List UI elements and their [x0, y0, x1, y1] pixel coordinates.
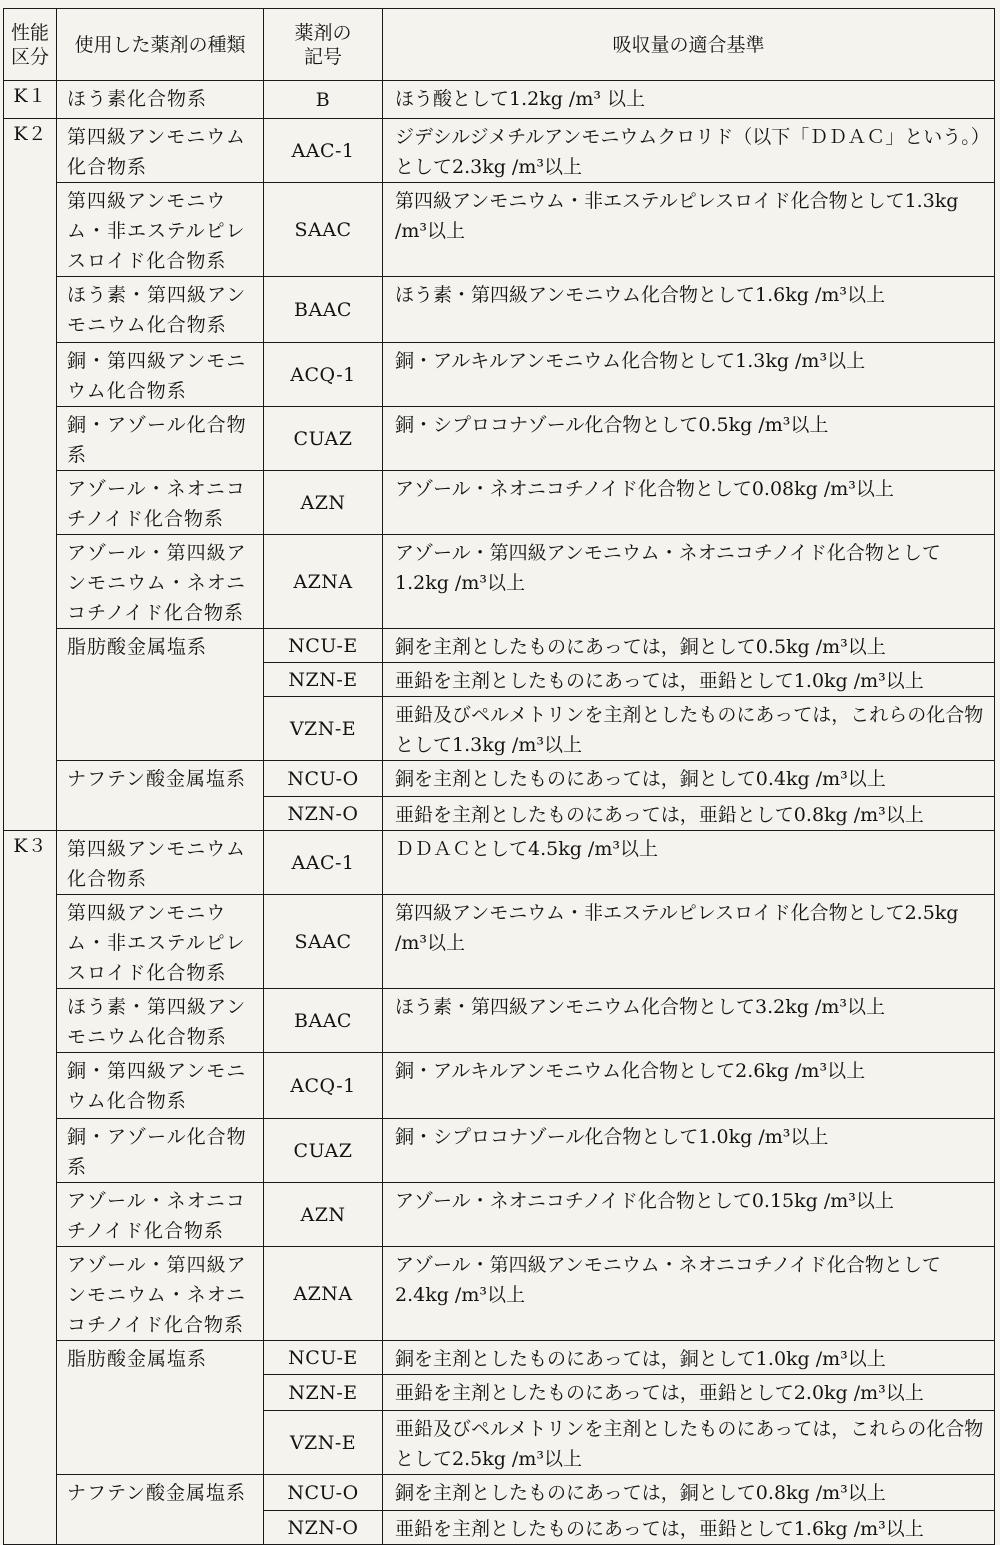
agent-cell: アゾール・第四級アンモニウム・ネオニコチノイド化合物系: [57, 535, 264, 629]
symbol-cell: VZN-E: [264, 1411, 383, 1475]
symbol-cell: NCU-E: [264, 1341, 383, 1375]
header-criterion: 吸収量の適合基準: [383, 9, 995, 81]
agent-cell: 銅・アゾール化合物系: [57, 1119, 264, 1183]
symbol-cell: BAAC: [264, 989, 383, 1053]
criterion-cell: 亜鉛及びペルメトリンを主剤としたものにあっては，これらの化合物として2.5kg /m³以上: [383, 1411, 995, 1475]
agent-cell: 銅・第四級アンモニウム化合物系: [57, 1053, 264, 1119]
table-row: [4, 407, 995, 471]
symbol-cell: NZN-O: [264, 797, 383, 831]
criterion-cell: ＤＤＡＣとして4.5kg /m³以上: [383, 831, 995, 895]
symbol-cell: CUAZ: [264, 1119, 383, 1183]
header-row: [4, 9, 995, 81]
agent-cell: アゾール・ネオニコチノイド化合物系: [57, 471, 264, 535]
criterion-cell: 銅を主剤としたものにあっては，銅として0.4kg /m³以上: [383, 761, 995, 797]
criterion-cell: 第四級アンモニウム・非エステルピレスロイド化合物として1.3kg /m³以上: [383, 183, 995, 277]
table-row: [4, 989, 995, 1053]
symbol-cell: NZN-O: [264, 1511, 383, 1545]
table-row: [4, 1247, 995, 1341]
criterion-cell: 亜鉛を主剤としたものにあっては，亜鉛として1.0kg /m³以上: [383, 663, 995, 697]
symbol-cell: AZN: [264, 1183, 383, 1247]
table-row: [4, 471, 995, 535]
symbol-cell: NCU-O: [264, 1475, 383, 1511]
symbol-cell: ACQ-1: [264, 343, 383, 407]
agent-cell: 銅・アゾール化合物系: [57, 407, 264, 471]
table-row: [4, 119, 995, 183]
symbol-cell: AZN: [264, 471, 383, 535]
absorption-criteria-table: [3, 8, 995, 1545]
agent-cell: 第四級アンモニウム化合物系: [57, 119, 264, 183]
agent-cell: アゾール・第四級アンモニウム・ネオニコチノイド化合物系: [57, 1247, 264, 1341]
criterion-cell: 銅・アルキルアンモニウム化合物として1.3kg /m³以上: [383, 343, 995, 407]
agent-cell: アゾール・ネオニコチノイド化合物系: [57, 1183, 264, 1247]
table-row: [4, 1341, 995, 1375]
table-row: [4, 1053, 995, 1119]
criterion-cell: 第四級アンモニウム・非エステルピレスロイド化合物として2.5kg /m³以上: [383, 895, 995, 989]
criterion-cell: ほう酸として1.2kg /m³ 以上: [383, 81, 995, 119]
criterion-cell: アゾール・ネオニコチノイド化合物として0.15kg /m³以上: [383, 1183, 995, 1247]
criterion-cell: 亜鉛を主剤としたものにあっては，亜鉛として0.8kg /m³以上: [383, 797, 995, 831]
criterion-cell: 銅・シプロコナゾール化合物として1.0kg /m³以上: [383, 1119, 995, 1183]
agent-cell: ナフテン酸金属塩系: [57, 761, 264, 831]
symbol-cell: BAAC: [264, 277, 383, 343]
criterion-cell: アゾール・第四級アンモニウム・ネオニコチノイド化合物として1.2kg /m³以上: [383, 535, 995, 629]
criterion-cell: アゾール・ネオニコチノイド化合物として0.08kg /m³以上: [383, 471, 995, 535]
criterion-cell: 銅・シプロコナゾール化合物として0.5kg /m³以上: [383, 407, 995, 471]
table-row: [4, 1475, 995, 1511]
agent-cell: ほう素・第四級アンモニウム化合物系: [57, 989, 264, 1053]
symbol-cell: AZNA: [264, 535, 383, 629]
table-row: [4, 81, 995, 119]
agent-cell: ナフテン酸金属塩系: [57, 1475, 264, 1545]
agent-cell: ほう素化合物系: [57, 81, 264, 119]
header-symbol: 薬剤の 記号: [264, 9, 383, 81]
criterion-cell: ほう素・第四級アンモニウム化合物として3.2kg /m³以上: [383, 989, 995, 1053]
symbol-cell: CUAZ: [264, 407, 383, 471]
agent-cell: 第四級アンモニウム・非エステルピレスロイド化合物系: [57, 183, 264, 277]
class-cell: K３: [4, 831, 57, 895]
criterion-cell: ほう素・第四級アンモニウム化合物として1.6kg /m³以上: [383, 277, 995, 343]
symbol-cell: SAAC: [264, 895, 383, 989]
criterion-cell: 銅を主剤としたものにあっては，銅として0.8kg /m³以上: [383, 1475, 995, 1511]
criterion-cell: ジデシルジメチルアンモニウムクロリド（以下「ＤＤＡＣ」という。）として2.3kg /m³以上: [383, 119, 995, 183]
symbol-cell: NCU-E: [264, 629, 383, 663]
symbol-cell: AZNA: [264, 1247, 383, 1341]
criterion-cell: 銅・アルキルアンモニウム化合物として2.6kg /m³以上: [383, 1053, 995, 1119]
agent-cell: 脂肪酸金属塩系: [57, 629, 264, 761]
symbol-cell: NCU-O: [264, 761, 383, 797]
agent-cell: 第四級アンモニウム化合物系: [57, 831, 264, 895]
header-class: 性能 区分: [4, 9, 57, 81]
symbol-cell: B: [264, 81, 383, 119]
table-row: [4, 831, 995, 895]
class-cell: K１: [4, 81, 57, 119]
symbol-cell: SAAC: [264, 183, 383, 277]
symbol-cell: AAC-1: [264, 831, 383, 895]
table-row: [4, 277, 995, 343]
criterion-cell: 銅を主剤としたものにあっては，銅として1.0kg /m³以上: [383, 1341, 995, 1375]
table-row: [4, 761, 995, 797]
table-row: [4, 1119, 995, 1183]
table-row: [4, 629, 995, 663]
symbol-cell: NZN-E: [264, 663, 383, 697]
table-row: [4, 343, 995, 407]
criterion-cell: 亜鉛及びペルメトリンを主剤としたものにあっては，これらの化合物として1.3kg /m³以上: [383, 697, 995, 761]
table-row: [4, 183, 995, 277]
symbol-cell: AAC-1: [264, 119, 383, 183]
criterion-cell: 亜鉛を主剤としたものにあっては，亜鉛として1.6kg /m³以上: [383, 1511, 995, 1545]
table-row: [4, 535, 995, 629]
criterion-cell: 亜鉛を主剤としたものにあっては，亜鉛として2.0kg /m³以上: [383, 1375, 995, 1411]
symbol-cell: NZN-E: [264, 1375, 383, 1411]
agent-cell: 脂肪酸金属塩系: [57, 1341, 264, 1475]
criterion-cell: アゾール・第四級アンモニウム・ネオニコチノイド化合物として2.4kg /m³以上: [383, 1247, 995, 1341]
agent-cell: 銅・第四級アンモニウム化合物系: [57, 343, 264, 407]
table-row: [4, 895, 995, 989]
class-cell: K２: [4, 119, 57, 183]
header-agent: 使用した薬剤の種類: [57, 9, 264, 81]
symbol-cell: VZN-E: [264, 697, 383, 761]
agent-cell: ほう素・第四級アンモニウム化合物系: [57, 277, 264, 343]
agent-cell: 第四級アンモニウム・非エステルピレスロイド化合物系: [57, 895, 264, 989]
criterion-cell: 銅を主剤としたものにあっては，銅として0.5kg /m³以上: [383, 629, 995, 663]
table-row: [4, 1183, 995, 1247]
symbol-cell: ACQ-1: [264, 1053, 383, 1119]
